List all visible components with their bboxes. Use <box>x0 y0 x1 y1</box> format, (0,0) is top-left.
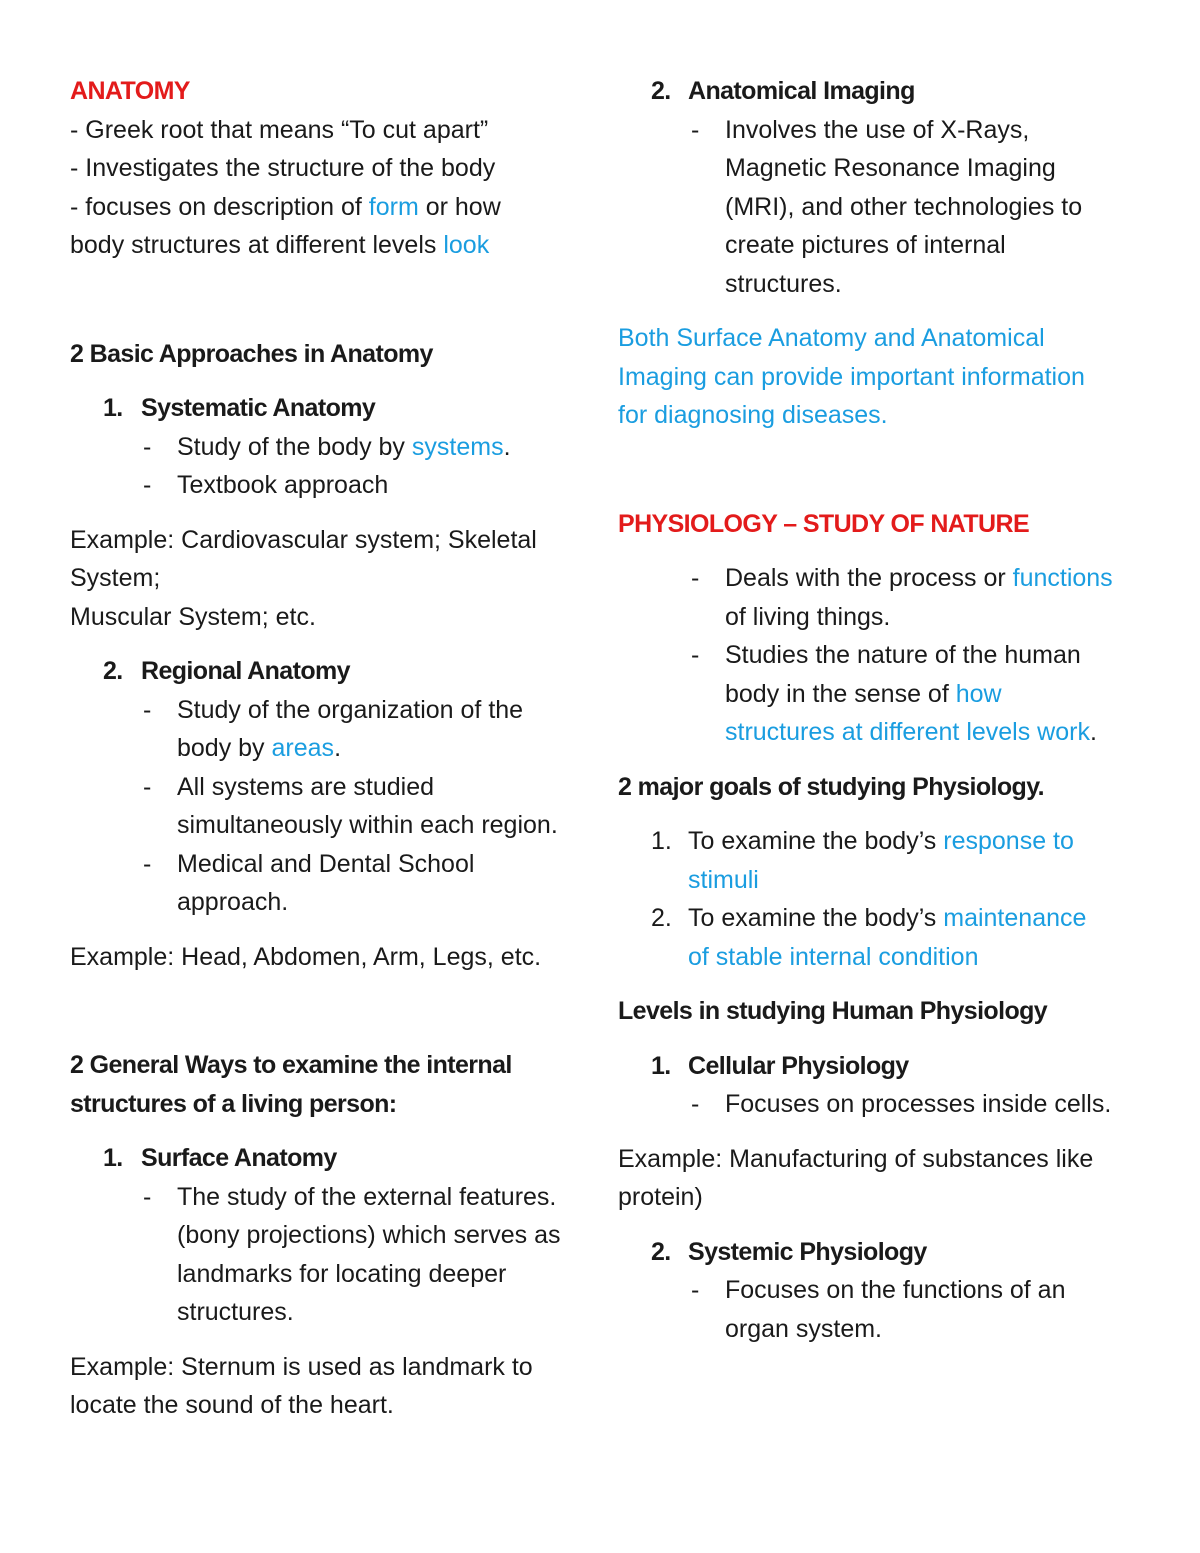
anatomy-focus-line-1 <box>70 188 590 227</box>
list-number: 2. <box>651 77 671 105</box>
list-item <box>70 466 590 505</box>
anatomy-focus-text: or how <box>418 192 501 221</box>
list-text: Focuses on the functions of an <box>725 1276 1066 1304</box>
dash-bullet: - <box>143 432 152 461</box>
list-item-cont: landmarks for locating deeper <box>177 1259 507 1288</box>
cellular-physiology-title <box>618 1047 1178 1086</box>
list-item-cont: of living things. <box>725 602 891 631</box>
list-item-cont <box>618 713 1178 752</box>
list-number: 1. <box>651 827 672 855</box>
both-note-line: Both Surface Anatomy and Anatomical <box>618 324 1045 352</box>
example-line: protein) <box>618 1183 703 1211</box>
highlight-functions: functions <box>1012 564 1113 592</box>
anatomy-focus-line-2 <box>70 226 590 265</box>
highlight-look: look <box>443 231 490 259</box>
list-item-cont: Magnetic Resonance Imaging <box>725 154 1056 182</box>
list-item <box>618 1085 1178 1124</box>
ways-heading-1: 2 General Ways to examine the internal <box>70 1051 512 1079</box>
dash-bullet: - <box>143 849 152 878</box>
list-text: To examine the body’s <box>688 904 944 932</box>
list-item <box>70 768 590 807</box>
list-text: Involves the use of X-Rays, <box>725 115 1030 144</box>
highlight-areas: areas <box>271 734 335 762</box>
list-text: body in the sense of <box>725 679 956 708</box>
list-item <box>618 111 1178 150</box>
highlight-how: how <box>955 679 1002 708</box>
list-text: . <box>1089 718 1097 746</box>
anatomy-focus-text: - focuses on description of <box>70 192 369 221</box>
list-item-cont: (MRI), and other technologies to <box>725 192 1083 221</box>
example-line: Example: Sternum is used as landmark to <box>70 1352 533 1381</box>
ways-heading-2: structures of a living person: <box>70 1089 397 1118</box>
example-line: Example: Cardiovascular system; Skeletal <box>70 525 537 554</box>
highlight-structures: structures at different levels work <box>725 718 1090 746</box>
dash-bullet: - <box>691 1276 700 1304</box>
anatomy-focus-text: body structures at different levels <box>70 231 444 259</box>
list-title: Surface Anatomy <box>141 1144 337 1172</box>
list-item <box>618 636 1178 675</box>
anatomical-imaging-title <box>618 72 1178 111</box>
levels-heading: Levels in studying Human Physiology <box>618 997 1048 1025</box>
list-text: All systems are studied <box>177 772 435 801</box>
example-line: Example: Head, Abdomen, Arm, Legs, etc. <box>70 942 542 971</box>
dash-bullet: - <box>691 564 700 592</box>
list-title: Systematic Anatomy <box>141 394 376 422</box>
list-text: Deals with the process or <box>725 564 1013 592</box>
list-number: 1. <box>651 1051 671 1080</box>
list-text: Textbook approach <box>177 471 389 499</box>
list-item <box>618 559 1178 598</box>
list-item <box>70 1178 590 1217</box>
goal-item <box>618 822 1178 861</box>
list-item-cont: organ system. <box>725 1314 883 1343</box>
list-text: body by <box>177 734 272 762</box>
list-text: . <box>503 432 511 461</box>
left-column <box>70 72 590 1425</box>
list-item <box>70 428 590 467</box>
highlight-systems: systems <box>411 432 504 461</box>
both-note-line: for diagnosing diseases. <box>618 401 888 429</box>
dash-bullet: - <box>143 1182 152 1211</box>
example-line: System; <box>70 564 161 592</box>
list-item-cont: simultaneously within each region. <box>177 811 558 839</box>
systematic-anatomy-title <box>70 389 590 428</box>
list-text: The study of the external features. <box>177 1182 557 1211</box>
approaches-heading: 2 Basic Approaches in Anatomy <box>70 339 433 368</box>
goal-item-cont: of stable internal condition <box>688 942 979 971</box>
list-item-cont <box>618 675 1178 714</box>
list-text: To examine the body’s <box>688 827 944 855</box>
highlight-maintenance: maintenance <box>943 904 1087 932</box>
dash-bullet: - <box>691 115 700 144</box>
list-item <box>70 691 590 730</box>
list-number: 2. <box>103 657 123 685</box>
list-number: 1. <box>103 394 123 422</box>
list-text: Study of the body by <box>177 432 412 461</box>
list-text: Studies the nature of the human <box>725 641 1081 669</box>
highlight-response: response to <box>943 827 1074 855</box>
anatomy-line-1: - Greek root that means “To cut apart” <box>70 115 489 144</box>
list-item-cont: approach. <box>177 888 289 916</box>
goal-item-cont: stimuli <box>688 865 759 894</box>
dash-bullet: - <box>143 772 152 801</box>
list-text: Medical and Dental School <box>177 849 475 878</box>
physiology-heading: PHYSIOLOGY – STUDY OF NATURE <box>618 509 1030 538</box>
anatomy-heading: ANATOMY <box>70 77 190 105</box>
list-item-cont <box>70 729 590 768</box>
list-text: Focuses on processes inside cells. <box>725 1090 1112 1118</box>
list-text: . <box>334 734 342 762</box>
dash-bullet: - <box>143 471 152 499</box>
regional-anatomy-title <box>70 652 590 691</box>
list-title: Anatomical Imaging <box>688 77 915 105</box>
list-title: Cellular Physiology <box>688 1051 909 1080</box>
systemic-physiology-title <box>618 1233 1178 1272</box>
list-title: Systemic Physiology <box>688 1237 927 1266</box>
both-note-line: Imaging can provide important information <box>618 362 1085 391</box>
list-text: Study of the organization of the <box>177 695 524 724</box>
anatomy-line-2: - Investigates the structure of the body <box>70 154 496 182</box>
dash-bullet: - <box>143 695 152 724</box>
highlight-form: form <box>368 192 419 221</box>
list-number: 2. <box>651 904 672 932</box>
list-number: 1. <box>103 1144 123 1172</box>
list-title: Regional Anatomy <box>141 657 350 685</box>
goal-item <box>618 899 1178 938</box>
list-item <box>70 845 590 884</box>
list-number: 2. <box>651 1237 671 1266</box>
list-item-cont: structures. <box>725 269 842 298</box>
dash-bullet: - <box>691 641 700 669</box>
example-line: locate the sound of the heart. <box>70 1391 394 1419</box>
list-item <box>618 1271 1178 1310</box>
dash-bullet: - <box>691 1090 700 1118</box>
list-item-cont: structures. <box>177 1298 294 1326</box>
list-item-cont: create pictures of internal <box>725 231 1006 259</box>
example-line: Muscular System; etc. <box>70 602 316 631</box>
right-column <box>618 72 1178 1348</box>
surface-anatomy-title <box>70 1139 590 1178</box>
example-line: Example: Manufacturing of substances like <box>618 1144 1094 1173</box>
list-item-cont: (bony projections) which serves as <box>177 1221 561 1249</box>
goals-heading: 2 major goals of studying Physiology. <box>618 772 1045 801</box>
